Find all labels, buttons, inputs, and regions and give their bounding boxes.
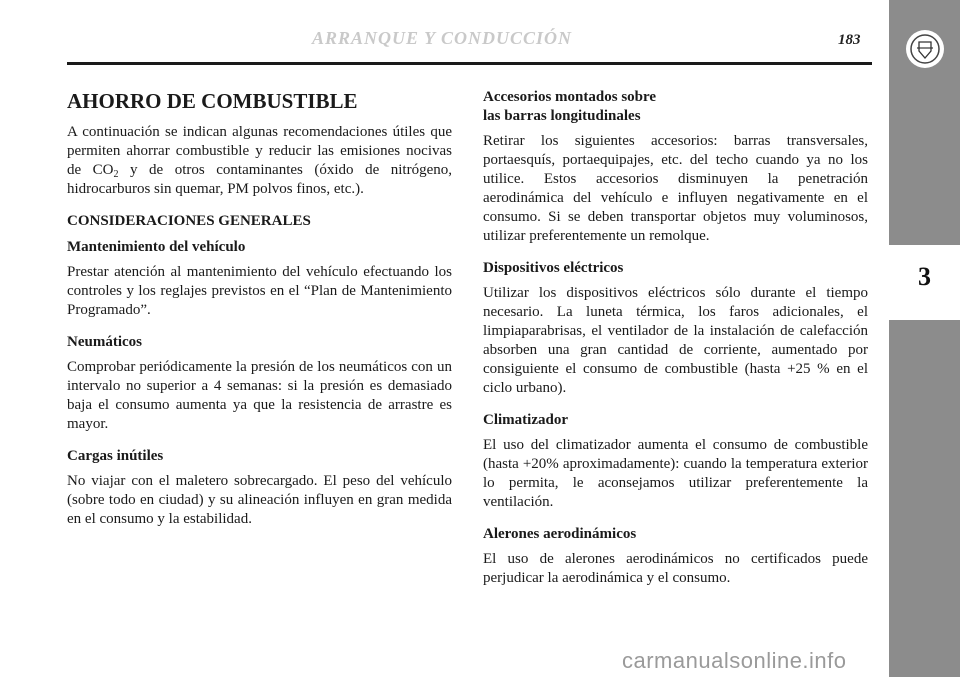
- section-heading-electrical: Dispositivos eléctricos: [483, 260, 624, 276]
- section-title: ARRANQUE Y CONDUCCIÓN: [311, 28, 573, 48]
- page-number: 183: [838, 32, 861, 48]
- section-body-loads: No viajar con el maletero sobrecargado. El peso del vehículo (sobre todo en ciudad) y su alineación influyen en gran medida en el consumo y la estabilidad.: [67, 473, 452, 527]
- section-heading-tyres: Neumáticos: [67, 334, 142, 350]
- section-body-climate: El uso del climatizador aumenta el consumo de combustible (hasta +20% aproximadamente): cuando la temperatura exterior lo permita, le aconsejamos utilizar preferentemente la ventilación.: [483, 437, 868, 510]
- section-heading-spoilers: Alerones aerodinámicos: [483, 526, 637, 542]
- section-heading-loads: Cargas inútiles: [67, 448, 164, 464]
- intro-paragraph: A continuación se indican algunas recomendaciones útiles que permiten ahorrar combustible y reducir las emisiones nocivas de $CO_2$ y de otros contaminantes (óxido de nitrógeno, hidrocarburos sin quemar, PM polvos finos, etc.).: [67, 124, 452, 197]
- section-body-maintenance: Prestar atención al mantenimiento del vehículo efectuando los controles y los reglajes previstos en el “Plan de Mantenimiento Programado”.: [67, 264, 452, 318]
- header-rule: [67, 62, 872, 65]
- left-column: [67, 88, 452, 542]
- section-body-tyres: Comprobar periódicamente la presión de los neumáticos con un intervalo no superior a 4 semanas: si la presión es demasiado baja el consumo aumenta ya que la resistencia de arrastre es mayor.: [67, 359, 452, 432]
- watermark: carmanualsonline.info: [622, 648, 847, 673]
- section-body-roof-accessories: Retirar los siguientes accesorios: barras transversales, portaesquís, portaequipajes, etc. del techo cuando ya no los utilice. Estos accesorios disminuyen la penetración aerodinámica del vehículo e influyen negativamente en el consumo. Si se deben transportar objetos muy voluminosos, utilizar preferentemente un remolque.: [483, 133, 868, 244]
- right-column: [483, 88, 868, 601]
- chapter-sidebar: [889, 0, 960, 677]
- section-heading-maintenance: Mantenimiento del vehículo: [67, 239, 246, 255]
- section-heading-climate: Climatizador: [483, 412, 568, 428]
- lancia-logo-icon: [906, 30, 944, 68]
- section-body-spoilers: El uso de alerones aerodinámicos no certificados puede perjudicar la aerodinámica y el consumo.: [483, 551, 868, 586]
- chapter-number: 3: [918, 262, 931, 291]
- general-heading: CONSIDERACIONES GENERALES: [67, 213, 311, 229]
- section-body-electrical: Utilizar los dispositivos eléctricos sólo durante el tiempo necesario. La luneta térmica, los faros adicionales, el limpiaparabrisas, el ventilador de la instalación de calefacción absorben una gran cantidad de corriente, aumentado por consiguiente el consumo de combustible (hasta +25 % en el ciclo urbano).: [483, 285, 868, 396]
- page-title: AHORRO DE COMBUSTIBLE: [67, 89, 358, 113]
- section-heading-roof-accessories: Accesorios montados sobre las barras longitudinales: [483, 89, 657, 124]
